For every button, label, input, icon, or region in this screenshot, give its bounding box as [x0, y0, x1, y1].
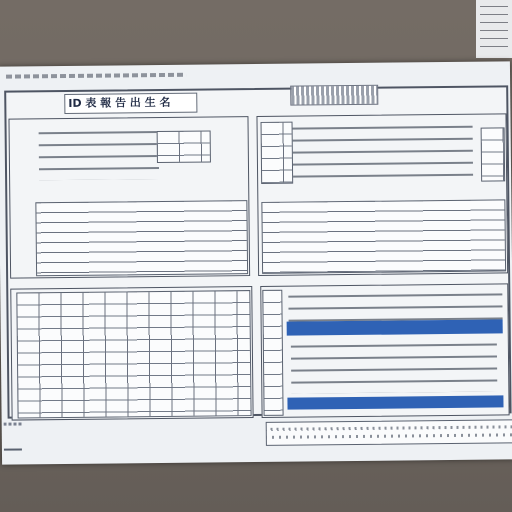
bottom-right-text-block: [288, 287, 502, 323]
bottom-right-entries: [291, 337, 498, 393]
bottom-right-side-grid: [262, 290, 283, 416]
torn-paper-scrap: [476, 0, 512, 58]
printed-form-sheet: [0, 61, 512, 464]
reference-number-box: [290, 85, 378, 106]
header-fine-print: [6, 73, 186, 79]
footer-mark: [4, 438, 22, 450]
top-left-mini-table: [157, 130, 211, 163]
blue-highlight-band-bottom: [287, 395, 503, 409]
blue-highlight-band-top: [287, 319, 503, 335]
top-right-text-block: [293, 120, 474, 182]
top-right-id-grid: [261, 122, 294, 184]
bottom-left-table: [16, 290, 251, 418]
top-right-code-grid: [481, 127, 506, 181]
top-left-table: [35, 200, 248, 276]
top-left-text-block: [39, 125, 160, 180]
top-right-table: [261, 199, 506, 274]
form-title: ID 表 報 告 出 生 名: [64, 93, 197, 114]
footer-signature-box: [266, 419, 512, 446]
footer-fine-print: [4, 422, 22, 425]
